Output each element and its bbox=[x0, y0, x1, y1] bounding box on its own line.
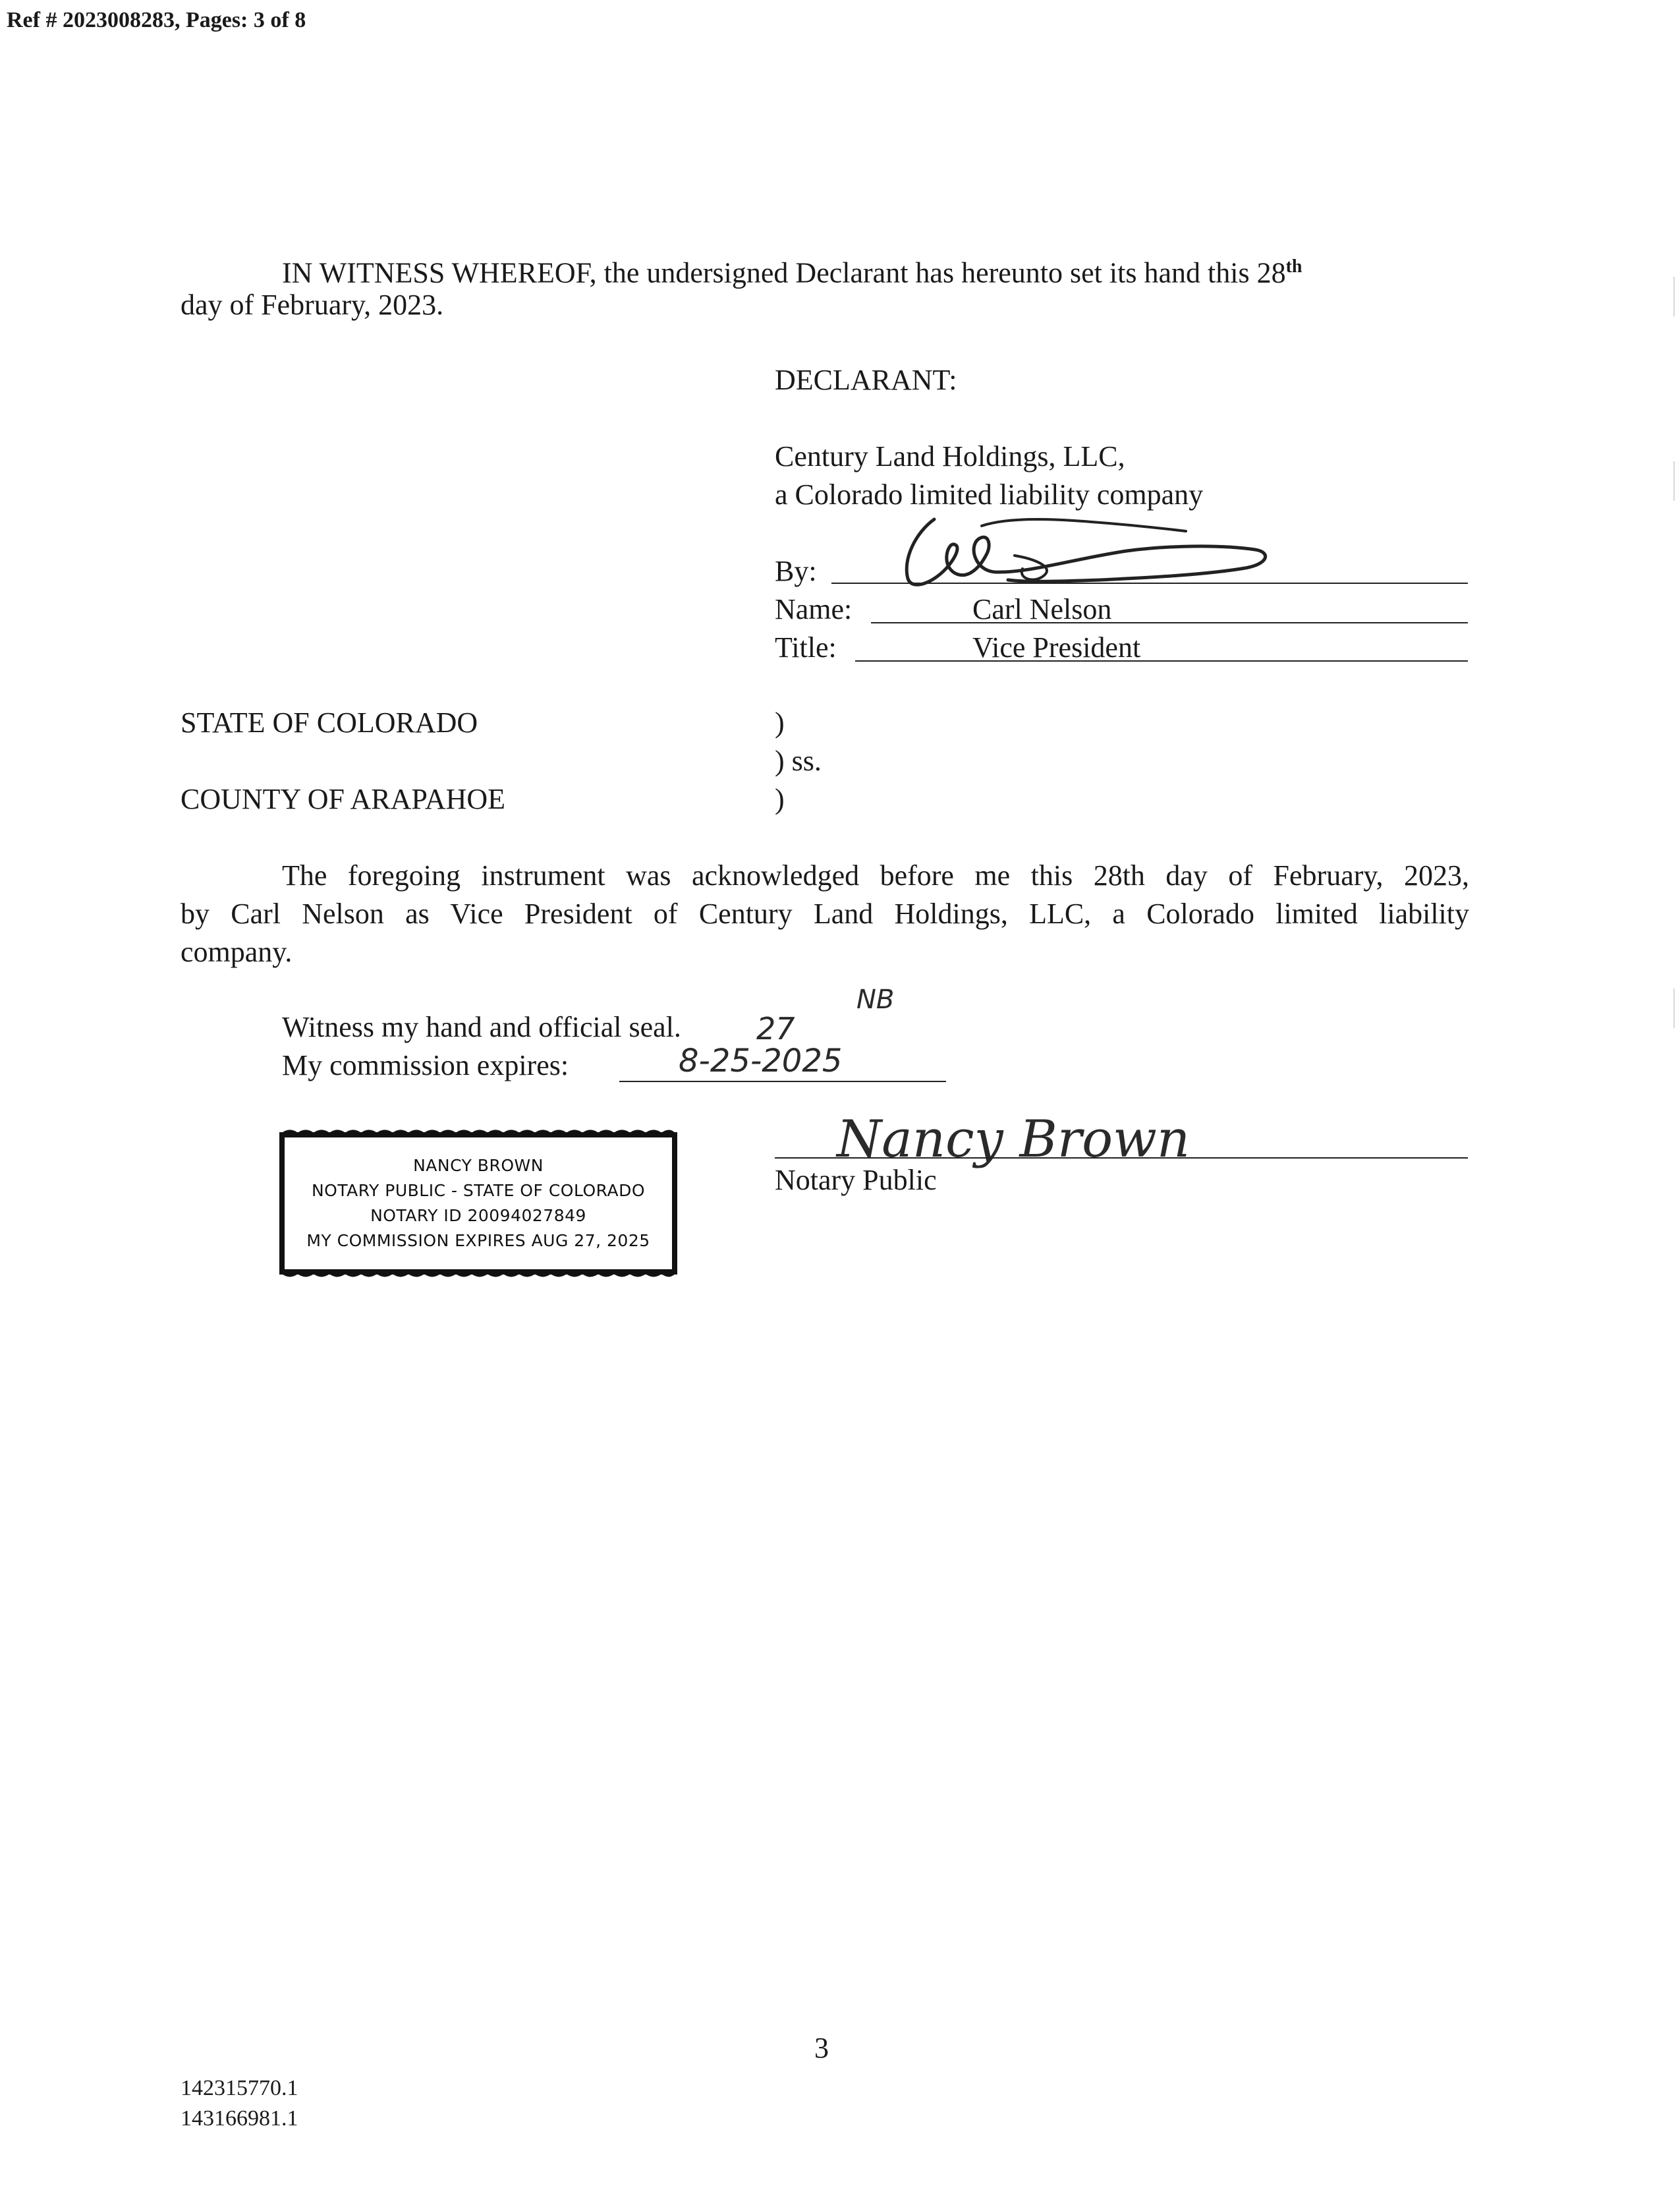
notary-witness-line: Witness my hand and official seal. bbox=[282, 1011, 681, 1043]
title-label: Title: bbox=[775, 631, 837, 664]
name-value: Carl Nelson bbox=[972, 593, 1112, 625]
notary-signature: Nancy Brown bbox=[837, 1110, 1190, 1169]
title-line bbox=[855, 660, 1468, 662]
notary-public-label: Notary Public bbox=[775, 1164, 937, 1196]
name-label: Name: bbox=[775, 593, 853, 625]
witness-ordinal-suffix: th bbox=[1285, 256, 1302, 277]
venue-paren-2: ) bbox=[775, 783, 785, 815]
witness-line-1-text: IN WITNESS WHEREOF, the undersigned Declarant has hereunto set its hand this 28 bbox=[282, 256, 1286, 289]
stamp-line-name: NANCY BROWN bbox=[413, 1156, 544, 1175]
scan-edge-mark bbox=[1673, 989, 1675, 1028]
stamp-border bbox=[277, 1128, 680, 1278]
stamp-line-title: NOTARY PUBLIC - STATE OF COLORADO bbox=[311, 1181, 646, 1200]
scan-edge-mark bbox=[1673, 277, 1675, 316]
name-line bbox=[871, 622, 1468, 623]
commission-value: 8-25-2025 bbox=[679, 1043, 843, 1079]
commission-line bbox=[619, 1081, 946, 1082]
by-label: By: bbox=[775, 555, 817, 587]
declarant-company: Century Land Holdings, LLC, bbox=[775, 440, 1125, 473]
declarant-signature-image bbox=[876, 493, 1298, 605]
acknowledgment-line-1: The foregoing instrument was acknowledged before me this 28th day of February, 2023, bbox=[282, 859, 1469, 892]
notary-initials: NB bbox=[856, 985, 895, 1015]
venue-state: STATE OF COLORADO bbox=[181, 706, 478, 739]
commission-label: My commission expires: bbox=[282, 1049, 569, 1081]
venue-ss: ) ss. bbox=[775, 745, 822, 777]
scan-edge-mark bbox=[1673, 461, 1675, 501]
venue-county: COUNTY OF ARAPAHOE bbox=[181, 783, 506, 815]
stamp-line-id: NOTARY ID 20094027849 bbox=[370, 1206, 586, 1225]
declarant-heading: DECLARANT: bbox=[775, 364, 957, 396]
venue-paren-1: ) bbox=[775, 706, 785, 739]
declarant-company-description: a Colorado limited liability company bbox=[775, 478, 1204, 511]
stamp-line-expiry: MY COMMISSION EXPIRES AUG 27, 2025 bbox=[306, 1231, 650, 1250]
acknowledgment-line-3: company. bbox=[181, 936, 293, 968]
notary-stamp bbox=[277, 1128, 680, 1278]
acknowledgment-line-2: by Carl Nelson as Vice President of Century Land Holdings, LLC, a Colorado limited liability bbox=[181, 898, 1469, 930]
witness-line-2: day of February, 2023. bbox=[181, 289, 444, 321]
seal-date-annotation: 27 bbox=[756, 1011, 795, 1047]
document-id-2: 143166981.1 bbox=[181, 2106, 298, 2131]
page-number: 3 bbox=[814, 2032, 829, 2064]
recording-reference: Ref # 2023008283, Pages: 3 of 8 bbox=[7, 8, 306, 32]
title-value: Vice President bbox=[972, 631, 1141, 664]
notary-signature-line bbox=[775, 1157, 1468, 1159]
document-id-1: 142315770.1 bbox=[181, 2076, 298, 2100]
